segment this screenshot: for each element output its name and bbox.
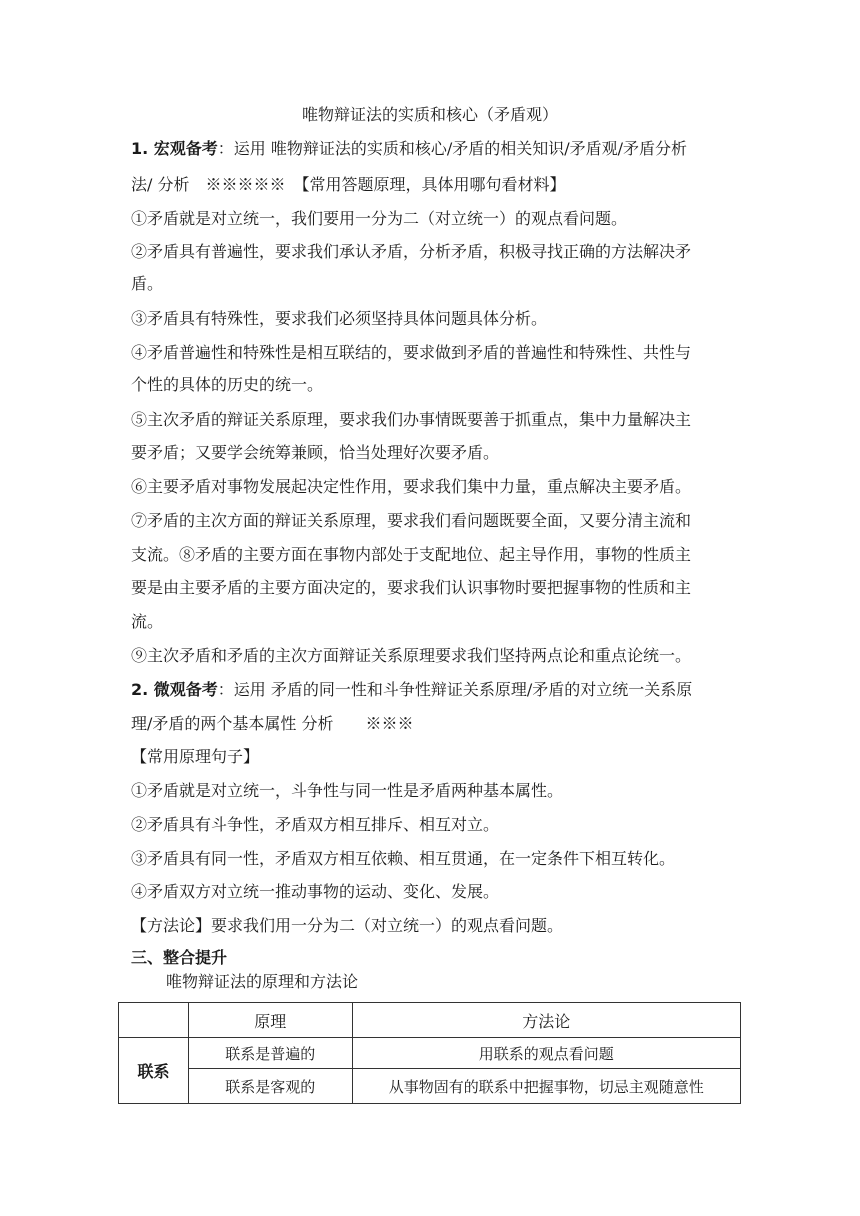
micro-line-1	[131, 679, 741, 701]
macro-item: 盾。	[131, 274, 164, 293]
section-heading: 三、整合提升	[131, 948, 228, 967]
macro-item: ①矛盾就是对立统一，我们要用一分为二（对立统一）的观点看问题。	[131, 209, 628, 228]
method-label: 【方法论】	[131, 916, 212, 935]
macro-intro: ：运用 唯物辩证法的实质和核心/矛盾的相关知识/矛盾观/矛盾分析	[217, 139, 688, 158]
macro-item: ⑦矛盾的主次方面的辩证关系原理，要求我们看问题既要全面，又要分清主流和	[131, 511, 692, 530]
table-header-cell	[119, 1003, 189, 1038]
macro-item: ②矛盾具有普遍性，要求我们承认矛盾，分析矛盾，积极寻找正确的方法解决矛	[131, 242, 692, 261]
micro-item: ①矛盾就是对立统一，斗争性与同一性是矛盾两种基本属性。	[131, 781, 564, 800]
macro-item: 要矛盾；又要学会统筹兼顾，恰当处理好次要矛盾。	[131, 443, 500, 462]
method-text: 要求我们用一分为二（对立统一）的观点看问题。	[211, 916, 564, 935]
table-principle-cell: 联系是客观的	[188, 1069, 352, 1104]
micro-intro: ：运用 矛盾的同一性和斗争性辩证关系原理/矛盾的对立统一关系原	[217, 680, 693, 699]
macro-item: ⑨主次矛盾和矛盾的主次方面辩证关系原理要求我们坚持两点论和重点论统一。	[131, 646, 692, 665]
table-header-cell: 方法论	[352, 1003, 740, 1038]
macro-item: ④矛盾普遍性和特殊性是相互联结的，要求做到矛盾的普遍性和特殊性、共性与	[131, 343, 692, 362]
micro-label: 2. 微观备考	[131, 680, 218, 699]
macro-item: 个性的具体的历史的统一。	[131, 375, 324, 394]
macro-item: ③矛盾具有特殊性，要求我们必须坚持具体问题具体分析。	[131, 309, 548, 328]
table-header-cell: 原理	[188, 1003, 352, 1038]
principle-method-table	[118, 1002, 741, 1104]
macro-item: ⑤主次矛盾的辩证关系原理，要求我们办事情既要善于抓重点，集中力量解决主	[131, 410, 692, 429]
table-method-cell: 从事物固有的联系中把握事物，切忌主观随意性	[352, 1069, 740, 1104]
micro-item: ④矛盾双方对立统一推动事物的运动、变化、发展。	[131, 882, 500, 901]
table-row	[119, 1069, 741, 1104]
macro-item: 流。	[131, 612, 164, 631]
table-header-row	[119, 1003, 741, 1038]
macro-label: 1. 宏观备考	[131, 139, 218, 158]
micro-line-2: 理/矛盾的两个基本属性 分析 ※※※	[131, 714, 414, 733]
macro-item: 支流。⑧矛盾的主要方面在事物内部处于支配地位、起主导作用，事物的性质主	[131, 545, 692, 564]
table-row	[119, 1038, 741, 1069]
macro-item: 要是由主要矛盾的主要方面决定的，要求我们认识事物时要把握事物的性质和主	[131, 578, 692, 597]
micro-item: ②矛盾具有斗争性，矛盾双方相互排斥、相互对立。	[131, 815, 500, 834]
method-line	[131, 915, 741, 937]
section-subheading: 唯物辩证法的原理和方法论	[166, 972, 359, 991]
macro-line-1	[131, 138, 741, 160]
micro-common-header: 【常用原理句子】	[131, 747, 260, 766]
table-group-cell: 联系	[119, 1038, 189, 1104]
micro-item: ③矛盾具有同一性，矛盾双方相互依赖、相互贯通，在一定条件下相互转化。	[131, 849, 676, 868]
macro-item: ⑥主要矛盾对事物发展起决定性作用，要求我们集中力量，重点解决主要矛盾。	[131, 477, 692, 496]
table-method-cell: 用联系的观点看问题	[352, 1038, 740, 1069]
macro-line-2: 法/ 分析 ※※※※※ 【常用答题原理，具体用哪句看材料】	[131, 175, 566, 194]
table-principle-cell: 联系是普遍的	[188, 1038, 352, 1069]
document-title: 唯物辩证法的实质和核心（矛盾观）	[301, 105, 558, 124]
